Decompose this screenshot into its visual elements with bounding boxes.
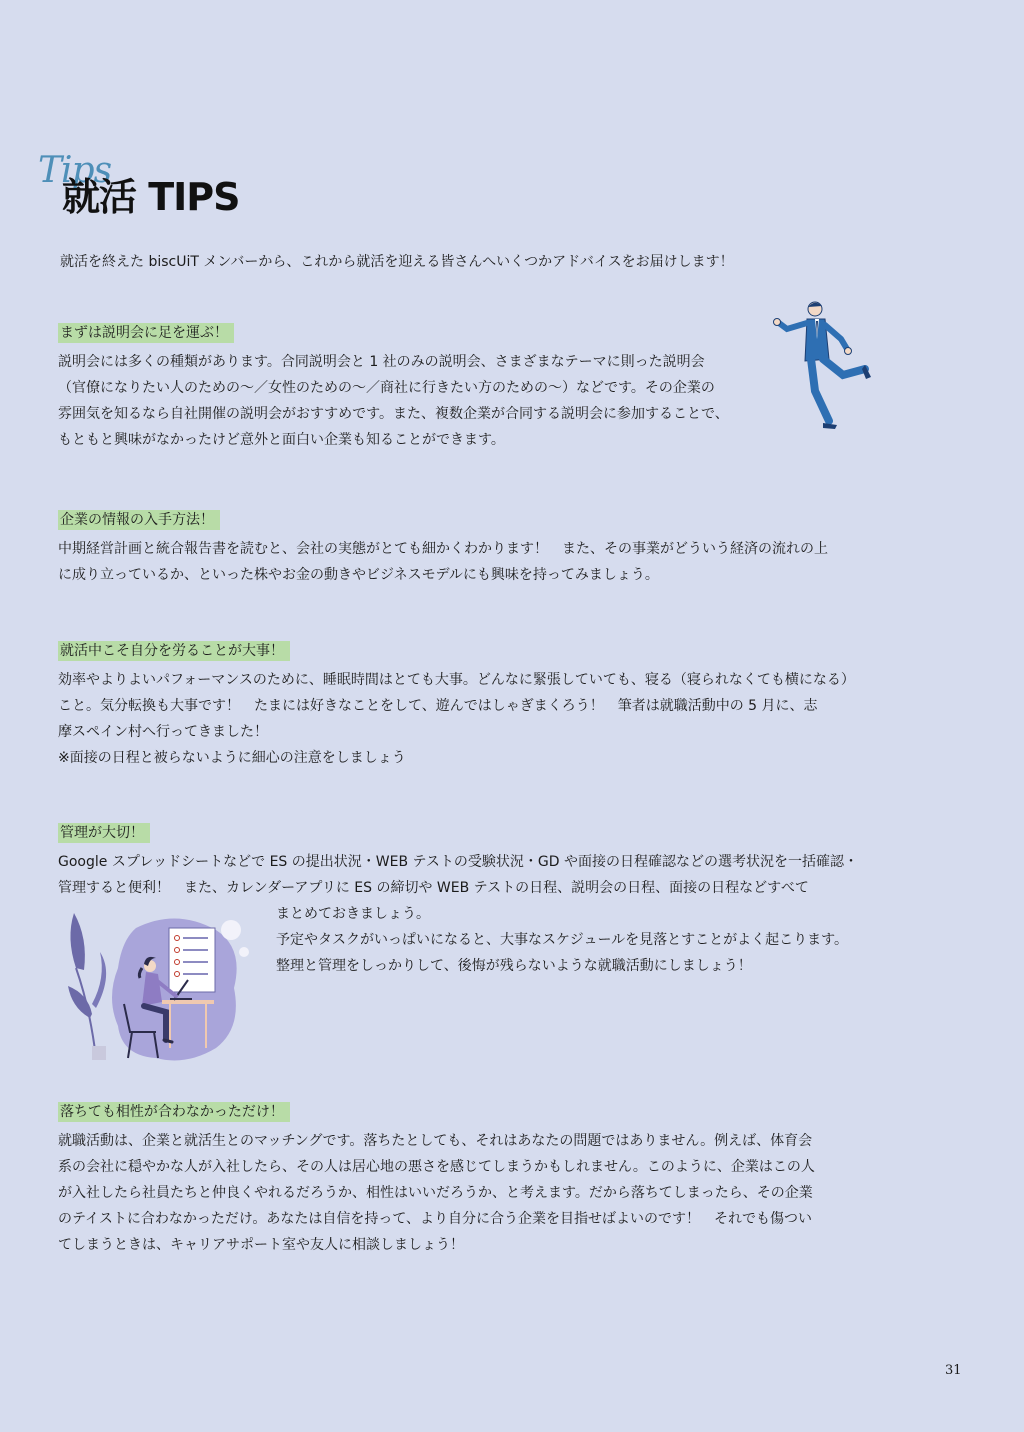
tip-heading: まずは説明会に足を運ぶ！ xyxy=(58,323,234,343)
body-line: 雰囲気を知るなら自社開催の説明会がおすすめです。また、複数企業が合同する説明会に参加することで、 xyxy=(58,406,729,422)
tip-heading: 落ちても相性が合わなかっただけ！ xyxy=(58,1102,290,1122)
woman-at-laptop-checklist-illustration xyxy=(66,908,250,1066)
intro-text: 就活を終えた biscUiT メンバーから、これから就活を迎える皆さんへいくつかアドバイスをお届けします！ xyxy=(60,254,734,270)
body-line: 系の会社に穏やかな人が入社したら、その人は居心地の悪さを感じてしまうかもしれません。このように、企業はこの人 xyxy=(58,1159,815,1175)
body-line: 摩スペイン村へ行ってきました！ xyxy=(58,724,268,740)
tip-section-2 xyxy=(58,509,918,588)
body-line: ※面接の日程と被らないように細心の注意をしましょう xyxy=(58,750,406,766)
tip-body xyxy=(58,1128,918,1258)
body-line: 管理すると便利！ また、カレンダーアプリに ES の締切や WEB テストの日程、説明会の日程、面接の日程などすべて xyxy=(58,880,809,896)
body-line: 就職活動は、企業と就活生とのマッチングです。落ちたとしても、それはあなたの問題ではありません。例えば、体育会 xyxy=(58,1133,813,1149)
body-line: 効率やよりよいパフォーマンスのために、睡眠時間はとても大事。どんなに緊張していても、寝る（寝られなくても横になる） xyxy=(58,672,855,688)
body-line: （官僚になりたい人のための〜／女性のための〜／商社に行きたい方のための〜）などです。その企業の xyxy=(58,380,715,396)
body-line: が入社したら社員たちと仲良くやれるだろうか、相性はいいだろうか、と考えます。だから落ちてしまったら、その企業 xyxy=(58,1185,813,1201)
body-line: に成り立っているか、といった株やお金の動きやビジネスモデルにも興味を持ってみましょう。 xyxy=(58,567,659,583)
body-line: 予定やタスクがいっぱいになると、大事なスケジュールを見落とすことがよく起こります。 xyxy=(276,932,849,948)
tip-section-3 xyxy=(58,640,918,771)
tip-heading: 企業の情報の入手方法！ xyxy=(58,510,220,530)
body-line: てしまうときは、キャリアサポート室や友人に相談しましょう！ xyxy=(58,1237,464,1253)
tip-section-5 xyxy=(58,1101,918,1258)
title-script-text: Tips xyxy=(38,150,112,191)
body-line: もともと興味がなかったけど意外と面白い企業も知ることができます。 xyxy=(58,432,505,448)
body-line: Google スプレッドシートなどで ES の提出状況・WEB テストの受験状況・GD や面接の日程確認などの選考状況を一括確認・ xyxy=(58,854,859,870)
body-line: まとめておきましょう。 xyxy=(276,906,430,922)
page-title: 就活 TIPS xyxy=(62,175,240,219)
running-businessman-illustration xyxy=(765,295,880,435)
body-line: 説明会には多くの種類があります。合同説明会と 1 社のみの説明会、さまざまなテーマに則った説明会 xyxy=(58,354,705,370)
page-number: 31 xyxy=(945,1363,962,1378)
tip-body xyxy=(58,536,918,588)
body-line: こと。気分転換も大事です！ たまには好きなことをして、遊んではしゃぎまくろう！ 筆者は就職活動中の 5 月に、志 xyxy=(58,698,818,714)
body-line: 整理と管理をしっかりして、後悔が残らないような就職活動にしましょう！ xyxy=(276,958,752,974)
tip-heading: 管理が大切！ xyxy=(58,823,150,843)
title-block xyxy=(38,150,298,220)
tip-heading: 就活中こそ自分を労ることが大事！ xyxy=(58,641,290,661)
body-line: のテイストに合わなかっただけ。あなたは自信を持って、より自分に合う企業を目指せばよいのです！ それでも傷つい xyxy=(58,1211,813,1227)
tip-body xyxy=(58,667,918,771)
body-line: 中期経営計画と統合報告書を読むと、会社の実態がとても細かくわかります！ また、その事業がどういう経済の流れの上 xyxy=(58,541,828,557)
